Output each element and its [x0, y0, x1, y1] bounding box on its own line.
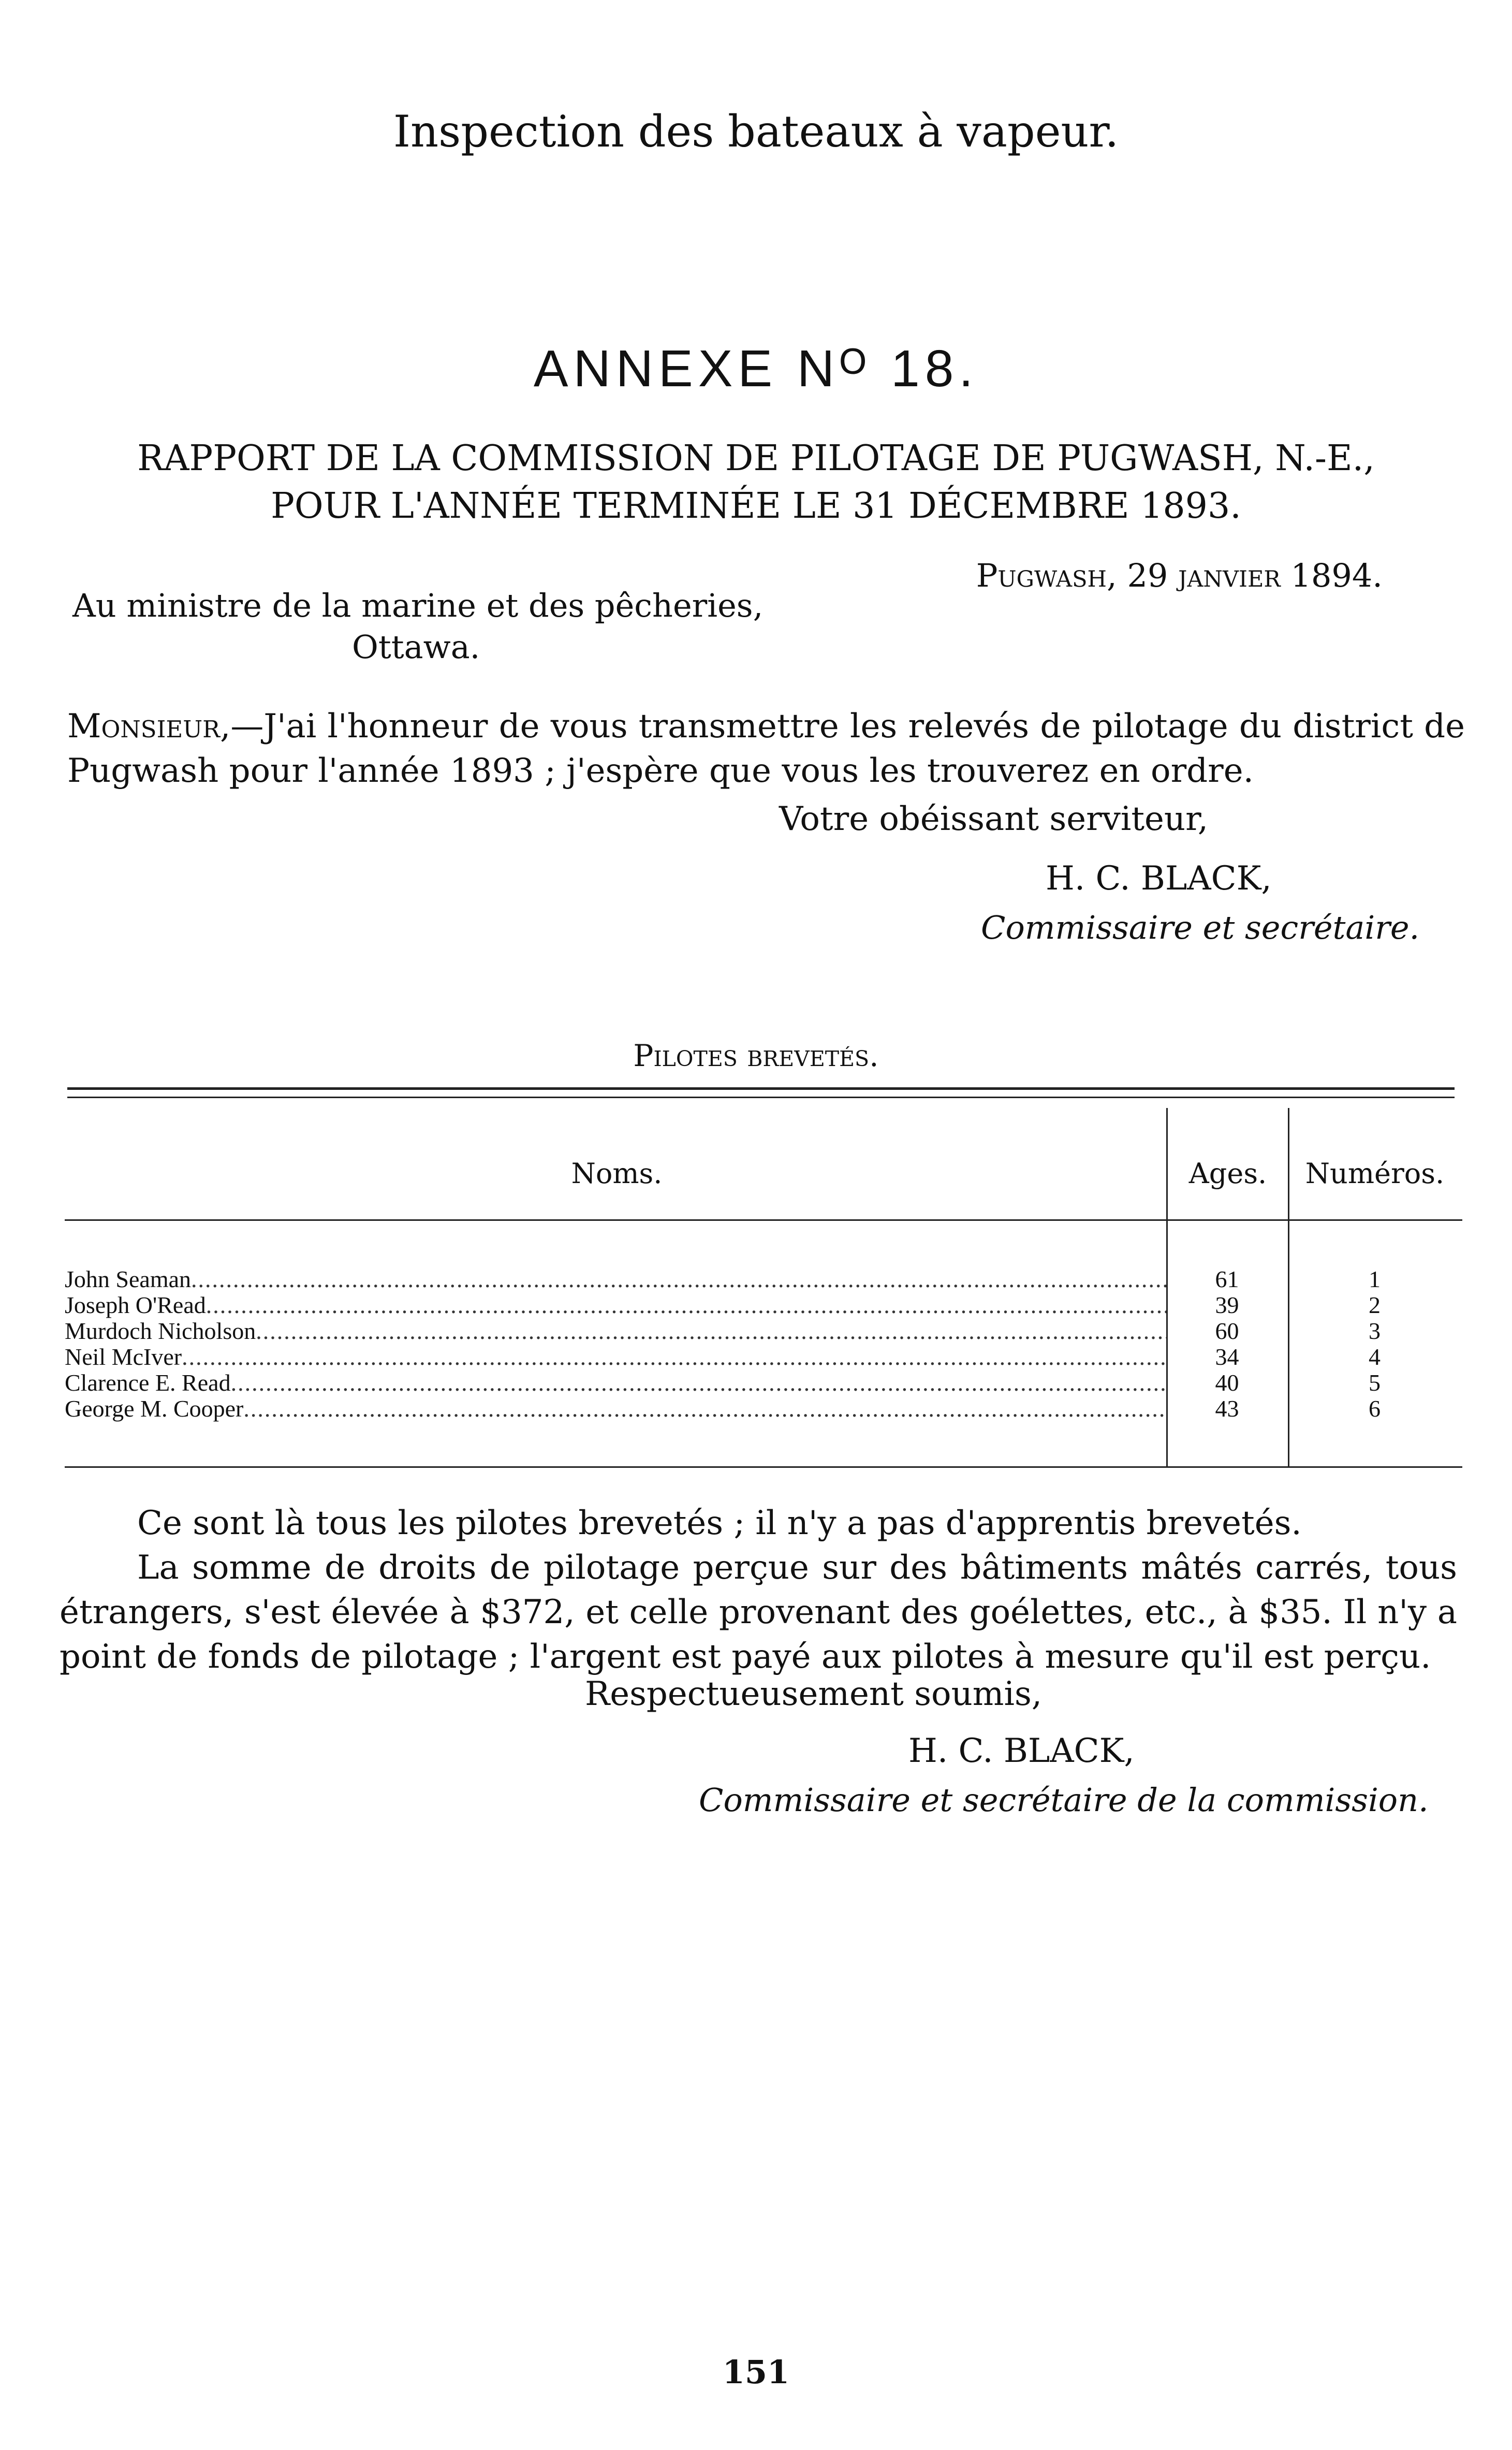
column-header-numbers: Numéros. — [1305, 1157, 1445, 1190]
letter-signature-title: Commissaire et secrétaire. — [981, 909, 1420, 946]
table-bottom-rule — [65, 1466, 1462, 1468]
pilot-name-cell — [65, 1265, 1166, 1293]
dot-leader — [182, 1343, 1166, 1370]
dot-leader — [256, 1317, 1166, 1345]
pilot-age: 34 — [1215, 1343, 1239, 1370]
addressee-line-1: Au ministre de la marine et des pêcheries, — [72, 587, 764, 624]
annex-title: ANNEXE Nᴼ 18. — [533, 340, 979, 398]
table-row — [65, 1266, 1462, 1292]
pilot-name: George M. Cooper — [65, 1395, 244, 1422]
letter-body-text: —J'ai l'honneur de vous transmettre les relevés de pilotage du district de Pugwash pour l'année 1893 ; j'espère que vous les trouverez en ordre. — [67, 707, 1465, 790]
table-header-rule — [65, 1219, 1462, 1221]
table-row — [65, 1395, 1462, 1421]
place-date-text: Pugwash, 29 janvier 1894. — [976, 557, 1383, 594]
page-number: 151 — [722, 2353, 790, 2391]
pilot-age: 39 — [1215, 1291, 1239, 1318]
pilot-number: 4 — [1369, 1343, 1381, 1370]
dot-leader — [191, 1265, 1166, 1293]
running-head: Inspection des bateaux à vapeur. — [393, 106, 1119, 157]
pilot-age: 43 — [1215, 1395, 1239, 1422]
pilot-age: 40 — [1215, 1369, 1239, 1396]
dot-leader — [243, 1395, 1166, 1422]
column-header-names: Noms. — [571, 1157, 663, 1190]
addressee — [72, 585, 763, 668]
table-top-rule — [67, 1087, 1455, 1090]
table-row — [65, 1369, 1462, 1395]
column-header-ages: Ages. — [1188, 1157, 1267, 1190]
pilot-name-cell — [65, 1291, 1166, 1319]
pilot-number: 3 — [1369, 1317, 1381, 1344]
report-title-line-2: POUR L'ANNÉE TERMINÉE LE 31 DÉCEMBRE 1893. — [271, 486, 1241, 527]
pilot-age: 61 — [1215, 1265, 1239, 1292]
pilot-number: 1 — [1369, 1265, 1381, 1292]
dot-leader — [231, 1369, 1166, 1396]
report-paragraph-2: La somme de droits de pilotage perçue sur des bâtiments mâtés carrés, tous étrangers, s'est élevée à $372, et celle provenant des goélettes, etc., à $35. Il n'y a point de fonds de pilotage ; l'argent est payé aux pilotes à mesure qu'il est perçu. — [60, 1549, 1457, 1676]
pilot-name-cell — [65, 1317, 1166, 1345]
pilot-table-body — [65, 1266, 1462, 1421]
addressee-line-2: Ottawa. — [352, 628, 480, 666]
pilot-number: 2 — [1369, 1291, 1381, 1318]
pilot-name: Clarence E. Read — [65, 1369, 231, 1396]
table-row — [65, 1292, 1462, 1318]
report-paragraph-1: Ce sont là tous les pilotes brevetés ; il n'y a pas d'apprentis brevetés. — [137, 1504, 1302, 1542]
pilot-number: 5 — [1369, 1369, 1381, 1396]
report-signature-title: Commissaire et secrétaire de la commission. — [699, 1781, 1429, 1819]
dot-leader — [206, 1291, 1166, 1319]
pilot-number: 6 — [1369, 1395, 1381, 1422]
table-top-rule-thin — [67, 1097, 1455, 1098]
salutation: Monsieur, — [67, 707, 231, 746]
pilot-name: John Seaman — [65, 1265, 192, 1292]
pilot-name-cell — [65, 1369, 1166, 1396]
letter-signature-name: H. C. BLACK, — [1046, 859, 1272, 898]
letter-body — [67, 704, 1465, 793]
pilot-name: Neil McIver — [65, 1343, 182, 1370]
pilot-name-cell — [65, 1395, 1166, 1422]
report-title — [0, 435, 1512, 530]
table-row — [65, 1318, 1462, 1344]
pilot-name-cell — [65, 1343, 1166, 1370]
table-row — [65, 1344, 1462, 1369]
report-title-line-1: RAPPORT DE LA COMMISSION DE PILOTAGE DE PUGWASH, N.-E., — [137, 438, 1375, 479]
letter-closing: Votre obéissant serviteur, — [779, 800, 1209, 838]
report-signature-name: H. C. BLACK, — [908, 1732, 1135, 1770]
pilot-name: Joseph O'Read — [65, 1291, 206, 1318]
report-closing: Respectueusement soumis, — [585, 1675, 1043, 1713]
table-heading: Pilotes brevetés. — [633, 1038, 879, 1073]
pilot-age: 60 — [1215, 1317, 1239, 1344]
place-date — [976, 557, 1383, 594]
pilot-name: Murdoch Nicholson — [65, 1317, 256, 1344]
